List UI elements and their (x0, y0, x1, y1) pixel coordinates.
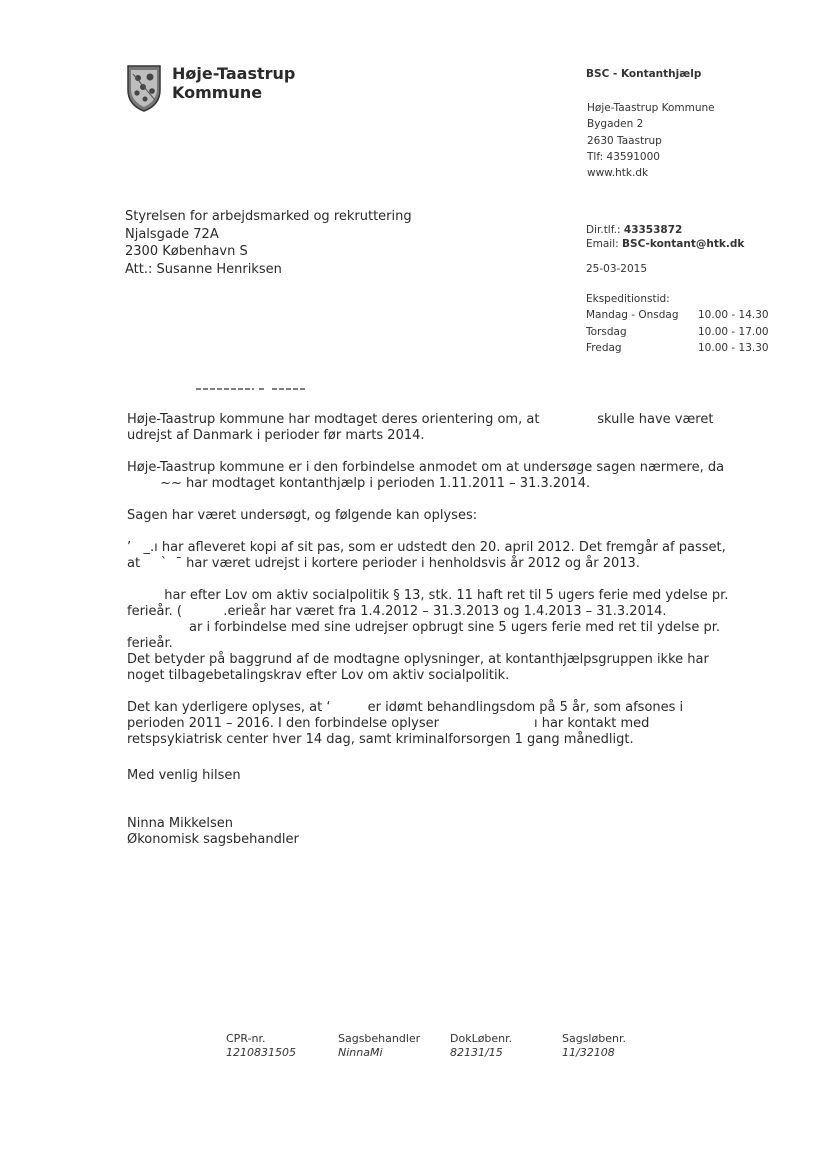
redacted-subject-remnant (196, 386, 306, 392)
opening-day: Fredag (586, 342, 622, 354)
footer-value: 1210831505 (226, 1046, 296, 1059)
recipient-address (125, 208, 412, 278)
body-paragraph: Høje-Taastrup kommune har modtaget deres orientering om, at skulle have været udrejst af Danmark i perioder før marts 2014. (127, 412, 714, 443)
direct-phone-label: Dir.tlf.: (586, 224, 621, 236)
footer-label: Sagsbehandler (338, 1032, 421, 1045)
sender-line: 2630 Taastrup (587, 134, 662, 147)
body-paragraph: Det betyder på baggrund af de modtagne oplysninger, at kontanthjælpsgruppen ikke har noget tilbagebetalingskrav efter Lov om aktiv socialpolitik. (127, 652, 709, 683)
signature-block (127, 768, 299, 848)
footer-label: Sagsløbenr. (562, 1032, 626, 1045)
opening-hours-row (586, 326, 769, 343)
opening-time: 10.00 - 14.30 (698, 309, 769, 321)
footer-value: NinnaMi (338, 1046, 383, 1059)
recipient-line: Att.: Susanne Henriksen (125, 261, 282, 277)
logo-line-2: Kommune (172, 83, 263, 102)
email-value: BSC-kontant@htk.dk (622, 238, 745, 250)
body-paragraph: Høje-Taastrup kommune er i den forbindelse anmodet om at undersøge sagen nærmere, da ~~ har modtaget kontanthjælp i perioden 1.11.2011 – 31.3.2014. (127, 460, 725, 491)
body-paragraph: ’ _.ı har afleveret kopi af sit pas, som er udstedt den 20. april 2012. Det fremgår af passet, at ˋ ˉ har været udrejst i kortere perioder i henholdsvis år 2012 og år 2013. (127, 540, 726, 571)
opening-hours-title: Ekspeditionstid: (586, 293, 670, 305)
opening-day: Mandag - Onsdag (586, 309, 679, 321)
letter-date: 25-03-2015 (586, 263, 648, 275)
body-paragraph: Det kan yderligere oplyses, at ‘ er idømt behandlingsdom på 5 år, som afsones i perioden 2011 – 2016. I den forbindelse oplyser ı har kontakt med retspsykiatrisk center hver 14 dag, samt kriminalforsorgen 1 gang månedligt. (127, 700, 684, 747)
sender-line: Høje-Taastrup Kommune (587, 102, 715, 114)
body-paragraph: har efter Lov om aktiv socialpolitik § 13, stk. 11 haft ret til 5 ugers ferie med ydelse pr. ferieår. ( .erieår har været fra 1.4.2012 – 31.3.2013 og 1.4.2013 – 31.3.2014. ar i forbindelse med sine udrejser opbrugt sine 5 ugers ferie med ret til ydelse pr. ferieår. (127, 588, 729, 651)
opening-hours-row (586, 309, 769, 326)
footer-value: 11/32108 (562, 1046, 615, 1059)
opening-time: 10.00 - 13.30 (698, 342, 769, 354)
direct-phone-value: 43353872 (623, 224, 683, 236)
footer-field-caseworker (338, 1032, 420, 1060)
body-paragraph: Sagen har været undersøgt, og følgende kan oplyses: (127, 508, 478, 523)
recipient-line: Styrelsen for arbejdsmarked og rekruttering (125, 209, 412, 224)
recipient-line: Njalsgade 72A (125, 226, 219, 242)
footer-value: 82131/15 (450, 1046, 503, 1059)
letter-body (127, 412, 747, 764)
opening-hours-table (586, 309, 769, 359)
recipient-line: 2300 København S (125, 244, 248, 259)
signer-title: Økonomisk sagsbehandler (127, 832, 299, 847)
logo-line-1: Høje-Taastrup (172, 64, 296, 83)
logo-wordmark (172, 64, 295, 102)
signer-name: Ninna Mikkelsen (127, 816, 233, 831)
contact-info (586, 223, 744, 251)
opening-time: 10.00 - 17.00 (698, 325, 769, 338)
footer-field-cpr (226, 1032, 296, 1060)
sender-website: www.htk.dk (587, 167, 649, 180)
municipality-coat-of-arms-logo (126, 64, 162, 112)
department-heading: BSC - Kontanthjælp (586, 68, 702, 80)
sender-line: Tlf: 43591000 (587, 150, 660, 163)
footer-label: DokLøbenr. (450, 1032, 513, 1045)
footer-label: CPR-nr. (226, 1032, 266, 1045)
sender-address (587, 100, 715, 181)
closing-phrase: Med venlig hilsen (127, 768, 241, 783)
footer-field-case-number (562, 1032, 626, 1060)
opening-day: Torsdag (586, 325, 627, 338)
email-label: Email: (586, 238, 619, 250)
sender-line: Bygaden 2 (587, 118, 644, 131)
footer-field-document-number (450, 1032, 512, 1060)
opening-hours-row (586, 342, 769, 359)
